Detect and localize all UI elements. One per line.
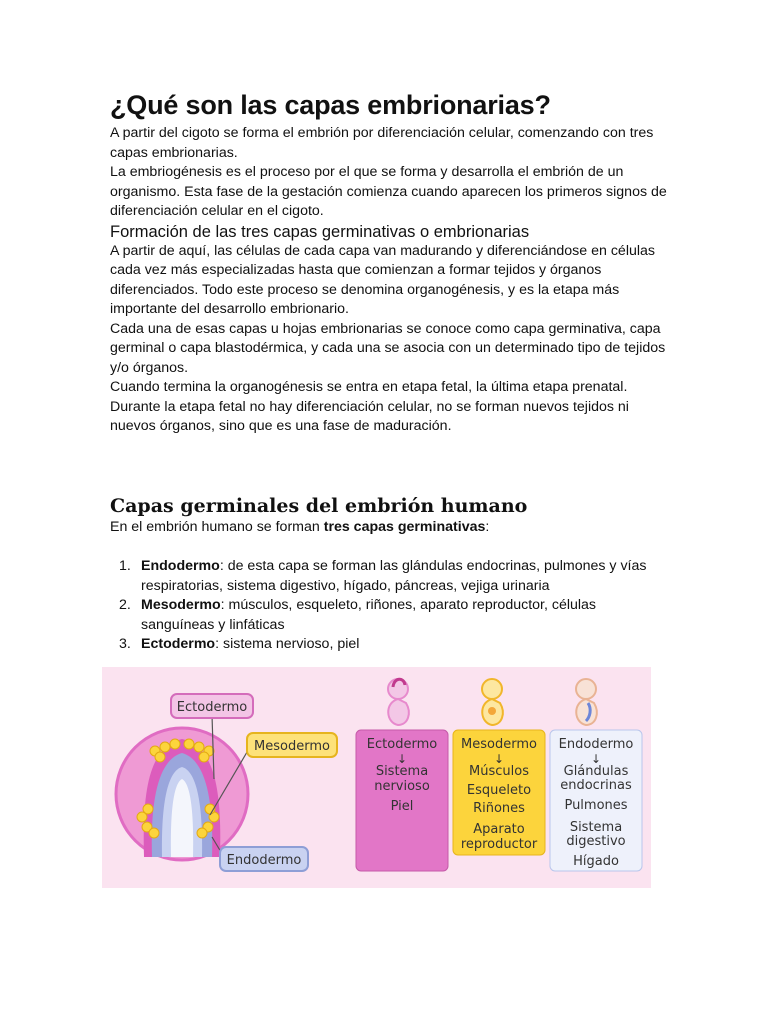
ectodermo-label: Ectodermo: [176, 700, 248, 715]
list-term: Mesodermo: [141, 597, 221, 613]
list-number: 2.: [119, 597, 131, 613]
intro2-text: En el embrión humano se forman: [110, 519, 324, 535]
subheading: Formación de las tres capas germinativas o embrionarias: [110, 222, 530, 241]
col-ectodermo-title: Ectodermo: [366, 737, 438, 752]
fetus-icon: [482, 679, 503, 725]
germ-layers-diagram: [102, 667, 651, 888]
list-term: Endodermo: [141, 558, 220, 574]
endodermo-label: Endodermo: [226, 853, 302, 868]
col-endodermo-item: digestivo: [566, 834, 626, 849]
embryo-section: [116, 715, 250, 860]
fetus-icon: [388, 679, 409, 725]
col-ectodermo-item: Piel: [390, 799, 414, 814]
list-item: [110, 557, 670, 596]
col-ectodermo-item: nervioso: [374, 779, 430, 794]
col-mesodermo-item: Músculos: [469, 764, 529, 779]
intro-paragraph-2: La embriogénesis es el proceso por el que se forma y desarrolla el embrión de un organismo. Esta fase de la gestación comienza cuando aparecen los primeros signos de diferenciación celular en el cigoto.: [110, 164, 667, 219]
col-endodermo-item: Glándulas: [563, 764, 629, 779]
col-endodermo-item: Hígado: [573, 854, 619, 869]
col-mesodermo-item: reproductor: [460, 837, 538, 852]
col-mesodermo-item: Esqueleto: [466, 783, 532, 798]
mesodermo-label: Mesodermo: [254, 739, 330, 754]
list-number: 3.: [119, 636, 131, 652]
intro-paragraph-1: A partir del cigoto se forma el embrión por diferenciación celular, comenzando con tres capas embrionarias.: [110, 125, 654, 161]
intro2-bold: tres capas germinativas: [323, 519, 486, 535]
col-endodermo-item: Pulmones: [564, 798, 628, 813]
col-mesodermo-title: Mesodermo: [461, 737, 537, 752]
col-endodermo-title: Endodermo: [558, 737, 634, 752]
list-text: : de esta capa se forman las glándulas endocrinas, pulmones y vías respiratorias, sistema digestivo, hígado, páncreas, vejiga urinaria: [141, 558, 647, 594]
list-item: [110, 596, 670, 635]
col-ectodermo-arrow: ↓: [396, 752, 408, 766]
section-paragraph-2: Cada una de esas capas u hojas embrionarias se conoce como capa germinativa, capa germinal o capa blastodérmica, y cada una se asocia con un determinado tipo de tejidos y/o órganos.: [110, 320, 666, 376]
page-title: ¿Qué son las capas embrionarias?: [110, 90, 551, 120]
list-text: : sistema nervioso, piel: [215, 636, 360, 652]
intro-block: [110, 124, 670, 437]
col-endodermo-item: endocrinas: [560, 778, 632, 793]
layers-list: [110, 557, 670, 655]
intro2-colon: :: [485, 519, 490, 535]
section-paragraph-3: Cuando termina la organogénesis se entra en etapa fetal, la última etapa prenatal. Durante la etapa fetal no hay diferenciación celular, no se forman nuevos tejidos ni nuevos órganos, sino que es una fase de maduración.: [110, 379, 629, 434]
germ-layers-figure: [102, 667, 651, 888]
fetus-icon: [576, 679, 597, 725]
intro2-line: [110, 518, 489, 537]
section-heading: Capas germinales del embrión humano: [110, 495, 528, 517]
col-endodermo-arrow: ↓: [590, 752, 602, 766]
list-text: : músculos, esqueleto, riñones, aparato reproductor, células sanguíneas y linfáticas: [141, 597, 597, 633]
col-mesodermo-arrow: ↓: [493, 752, 505, 766]
col-ectodermo-item: Sistema: [375, 764, 429, 779]
list-item: [110, 635, 670, 655]
section-paragraph-1: A partir de aquí, las células de cada capa van madurando y diferenciándose en células cada vez más especializadas hasta que comienzan a formar tejidos y órganos diferenciados. Todo este proceso se denomina organogénesis, y es la etapa más importante del desarrollo embrionario.: [110, 242, 655, 317]
col-endodermo-item: Sistema: [569, 820, 623, 835]
list-number: 1.: [119, 558, 131, 574]
col-mesodermo-item: Aparato: [473, 822, 525, 837]
list-term: Ectodermo: [141, 636, 216, 652]
col-mesodermo-item: Riñones: [473, 801, 525, 816]
